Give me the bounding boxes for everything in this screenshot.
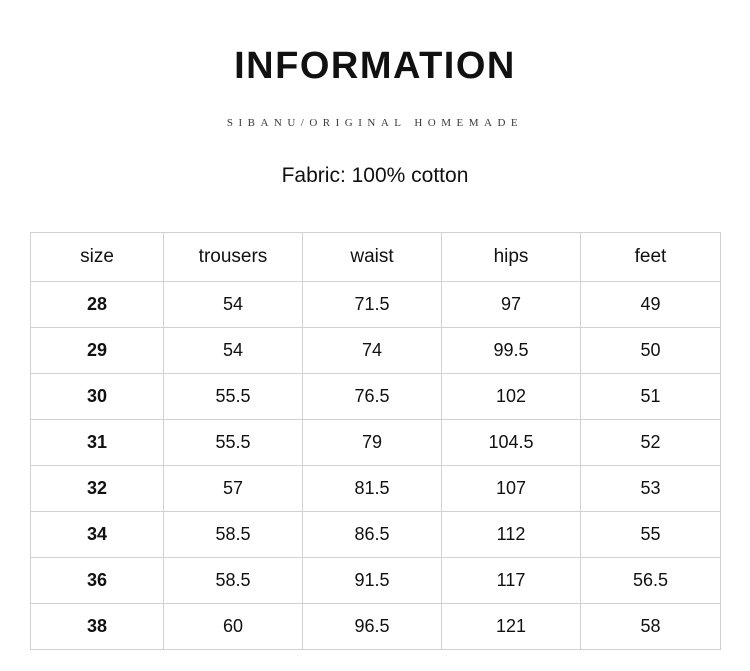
size-table-container bbox=[30, 232, 720, 650]
cell-hips: 107 bbox=[442, 466, 581, 512]
column-header-trousers: trousers bbox=[164, 233, 303, 282]
cell-feet: 55 bbox=[581, 512, 721, 558]
table-row bbox=[31, 466, 721, 512]
cell-waist: 76.5 bbox=[303, 374, 442, 420]
cell-hips: 112 bbox=[442, 512, 581, 558]
cell-size: 32 bbox=[31, 466, 164, 512]
fabric-line: Fabric: 100% cotton bbox=[281, 164, 469, 187]
cell-feet: 51 bbox=[581, 374, 721, 420]
cell-trousers: 54 bbox=[164, 282, 303, 328]
cell-feet: 49 bbox=[581, 282, 721, 328]
column-header-feet: feet bbox=[581, 233, 721, 282]
cell-feet: 56.5 bbox=[581, 558, 721, 604]
cell-size: 34 bbox=[31, 512, 164, 558]
table-row bbox=[31, 328, 721, 374]
cell-hips: 97 bbox=[442, 282, 581, 328]
brand-subtitle: SIBANU/ORIGINAL HOMEMADE bbox=[226, 117, 524, 129]
cell-waist: 71.5 bbox=[303, 282, 442, 328]
cell-waist: 91.5 bbox=[303, 558, 442, 604]
cell-size: 29 bbox=[31, 328, 164, 374]
cell-hips: 121 bbox=[442, 604, 581, 650]
size-table-body bbox=[31, 282, 721, 650]
cell-size: 31 bbox=[31, 420, 164, 466]
cell-hips: 102 bbox=[442, 374, 581, 420]
table-row bbox=[31, 604, 721, 650]
cell-feet: 53 bbox=[581, 466, 721, 512]
cell-size: 36 bbox=[31, 558, 164, 604]
column-header-waist: waist bbox=[303, 233, 442, 282]
cell-feet: 58 bbox=[581, 604, 721, 650]
cell-trousers: 58.5 bbox=[164, 512, 303, 558]
cell-size: 28 bbox=[31, 282, 164, 328]
cell-waist: 96.5 bbox=[303, 604, 442, 650]
size-table bbox=[30, 232, 721, 650]
cell-waist: 81.5 bbox=[303, 466, 442, 512]
cell-trousers: 60 bbox=[164, 604, 303, 650]
cell-waist: 86.5 bbox=[303, 512, 442, 558]
column-header-size: size bbox=[31, 233, 164, 282]
cell-size: 38 bbox=[31, 604, 164, 650]
cell-feet: 52 bbox=[581, 420, 721, 466]
table-row bbox=[31, 374, 721, 420]
cell-waist: 74 bbox=[303, 328, 442, 374]
cell-size: 30 bbox=[31, 374, 164, 420]
cell-hips: 99.5 bbox=[442, 328, 581, 374]
cell-trousers: 54 bbox=[164, 328, 303, 374]
cell-trousers: 57 bbox=[164, 466, 303, 512]
table-row bbox=[31, 558, 721, 604]
cell-trousers: 55.5 bbox=[164, 374, 303, 420]
table-header-row bbox=[31, 233, 721, 282]
table-row bbox=[31, 512, 721, 558]
cell-hips: 104.5 bbox=[442, 420, 581, 466]
size-table-head bbox=[31, 233, 721, 282]
table-row bbox=[31, 282, 721, 328]
cell-trousers: 55.5 bbox=[164, 420, 303, 466]
cell-hips: 117 bbox=[442, 558, 581, 604]
column-header-hips: hips bbox=[442, 233, 581, 282]
table-row bbox=[31, 420, 721, 466]
page-title: INFORMATION bbox=[234, 45, 516, 87]
cell-feet: 50 bbox=[581, 328, 721, 374]
cell-waist: 79 bbox=[303, 420, 442, 466]
cell-trousers: 58.5 bbox=[164, 558, 303, 604]
